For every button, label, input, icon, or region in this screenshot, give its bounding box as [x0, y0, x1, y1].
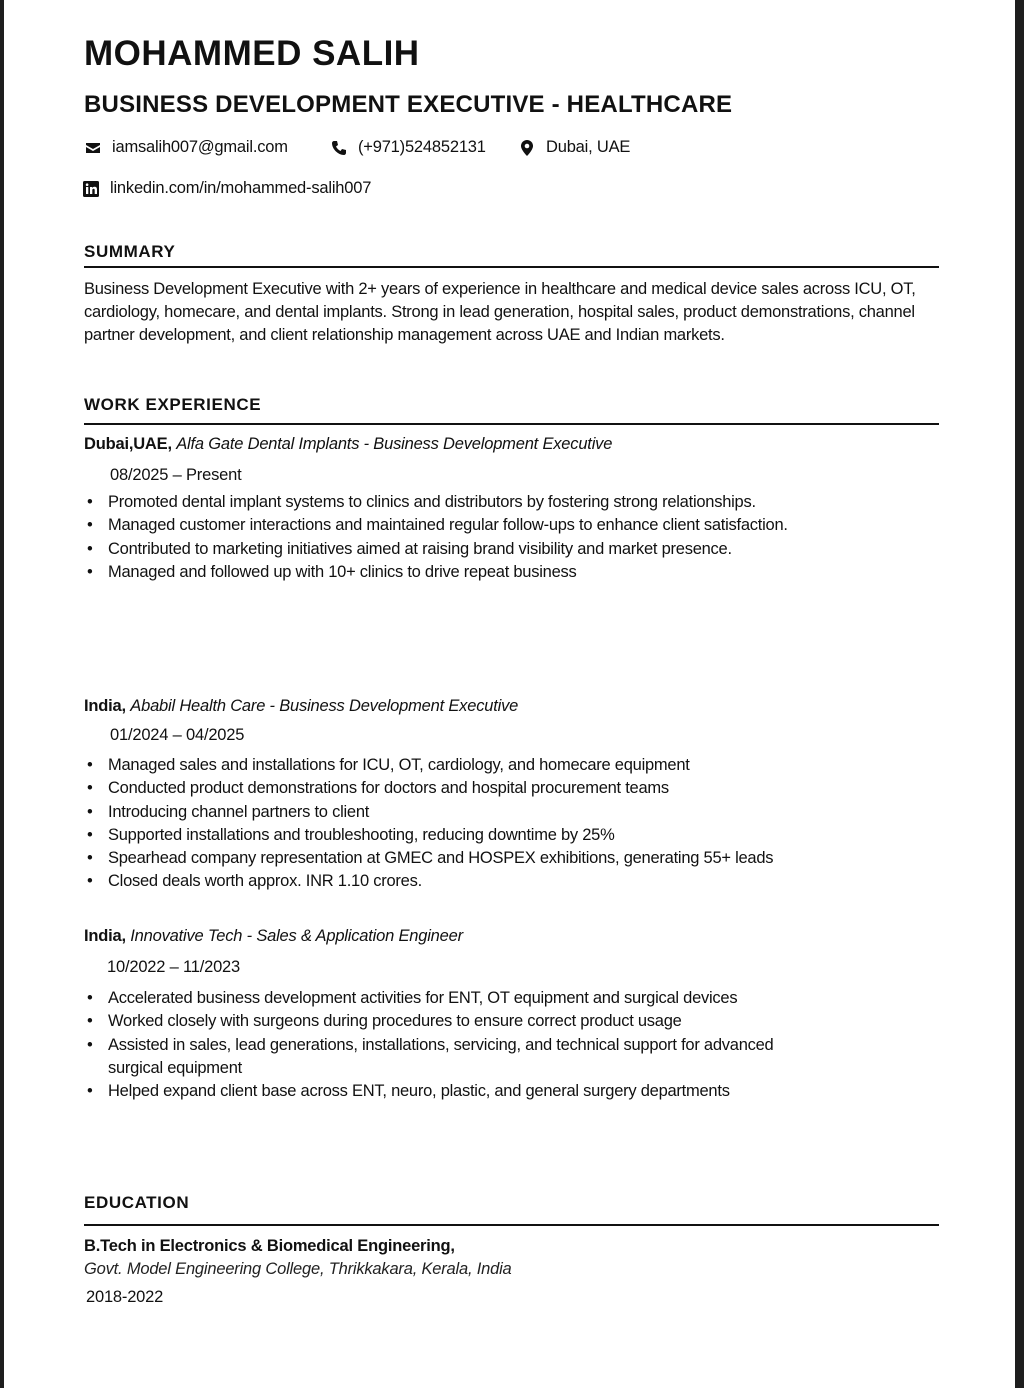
job-role: Ababil Health Care - Business Development Executive	[130, 697, 519, 715]
job-location: India,	[84, 697, 126, 715]
candidate-title: BUSINESS DEVELOPMENT EXECUTIVE - HEALTHCARE	[84, 91, 733, 118]
bullet-item: • Promoted dental implant systems to clinics and distributors by fostering strong relationships.	[108, 491, 828, 514]
phone-text: (+971)524852131	[358, 138, 486, 156]
section-divider	[84, 266, 939, 268]
bullet-item: • Helped expand client base across ENT, neuro, plastic, and general surgery departments	[108, 1080, 828, 1103]
job-bullets	[84, 491, 828, 584]
job-bullets	[84, 754, 868, 894]
bullet-item: • Managed customer interactions and maintained regular follow-ups to enhance client satisfaction.	[108, 514, 828, 537]
linkedin-text[interactable]: linkedin.com/in/mohammed-salih007	[110, 179, 372, 197]
map-pin-icon	[518, 139, 536, 157]
bullet-item: • Closed deals worth approx. INR 1.10 crores.	[108, 870, 868, 893]
job-header	[84, 927, 463, 946]
job-header	[84, 697, 518, 716]
email-contact[interactable]	[84, 138, 288, 157]
work-experience-heading: WORK EXPERIENCE	[84, 395, 262, 414]
section-divider	[84, 1224, 939, 1226]
job-role: Alfa Gate Dental Implants - Business Development Executive	[176, 435, 613, 453]
phone-contact	[330, 138, 486, 157]
bullet-item: • Assisted in sales, lead generations, installations, servicing, and technical support for advanced surgical equipment	[108, 1034, 828, 1081]
phone-icon	[330, 139, 348, 157]
education-years: 2018-2022	[86, 1288, 164, 1306]
education-heading: EDUCATION	[84, 1193, 190, 1212]
job-role: Innovative Tech - Sales & Application Engineer	[130, 927, 463, 945]
job-header	[84, 435, 612, 454]
email-text[interactable]: iamsalih007@gmail.com	[112, 138, 288, 156]
section-divider	[84, 423, 939, 425]
job-bullets	[84, 987, 828, 1103]
bullet-item: • Managed sales and installations for ICU, OT, cardiology, and homecare equipment	[108, 754, 868, 777]
location-contact	[518, 138, 630, 157]
envelope-icon	[84, 139, 102, 157]
linkedin-contact[interactable]	[82, 179, 371, 198]
bullet-item: • Contributed to marketing initiatives aimed at raising brand visibility and market presence.	[108, 538, 828, 561]
job-location: India,	[84, 927, 126, 945]
resume-page	[4, 0, 1015, 1388]
linkedin-icon	[82, 180, 100, 198]
job-dates: 01/2024 – 04/2025	[110, 726, 245, 744]
bullet-item: • Introducing channel partners to client	[108, 801, 868, 824]
degree: B.Tech in Electronics & Biomedical Engineering,	[84, 1237, 455, 1255]
bullet-item: • Conducted product demonstrations for doctors and hospital procurement teams	[108, 777, 868, 800]
bullet-item: • Spearhead company representation at GMEC and HOSPEX exhibitions, generating 55+ leads	[108, 847, 868, 870]
summary-heading: SUMMARY	[84, 242, 176, 261]
job-dates: 08/2025 – Present	[110, 466, 242, 484]
job-location: Dubai,UAE,	[84, 435, 172, 453]
candidate-name: MOHAMMED SALIH	[84, 34, 420, 73]
bullet-item: • Supported installations and troubleshooting, reducing downtime by 25%	[108, 824, 868, 847]
college: Govt. Model Engineering College, Thrikkakara, Kerala, India	[84, 1260, 512, 1278]
summary-text: Business Development Executive with 2+ years of experience in healthcare and medical device sales across ICU, OT, cardiology, homecare, and dental implants. Strong in lead generation, hospital sales, product demonstrations, channel partner development, and client relationship management across UAE and Indian markets.	[84, 280, 916, 344]
bullet-item: • Worked closely with surgeons during procedures to ensure correct product usage	[108, 1010, 828, 1033]
bullet-item: • Accelerated business development activities for ENT, OT equipment and surgical devices	[108, 987, 828, 1010]
job-dates: 10/2022 – 11/2023	[107, 958, 241, 976]
location-text: Dubai, UAE	[546, 138, 631, 156]
bullet-item: • Managed and followed up with 10+ clinics to drive repeat business	[108, 561, 828, 584]
